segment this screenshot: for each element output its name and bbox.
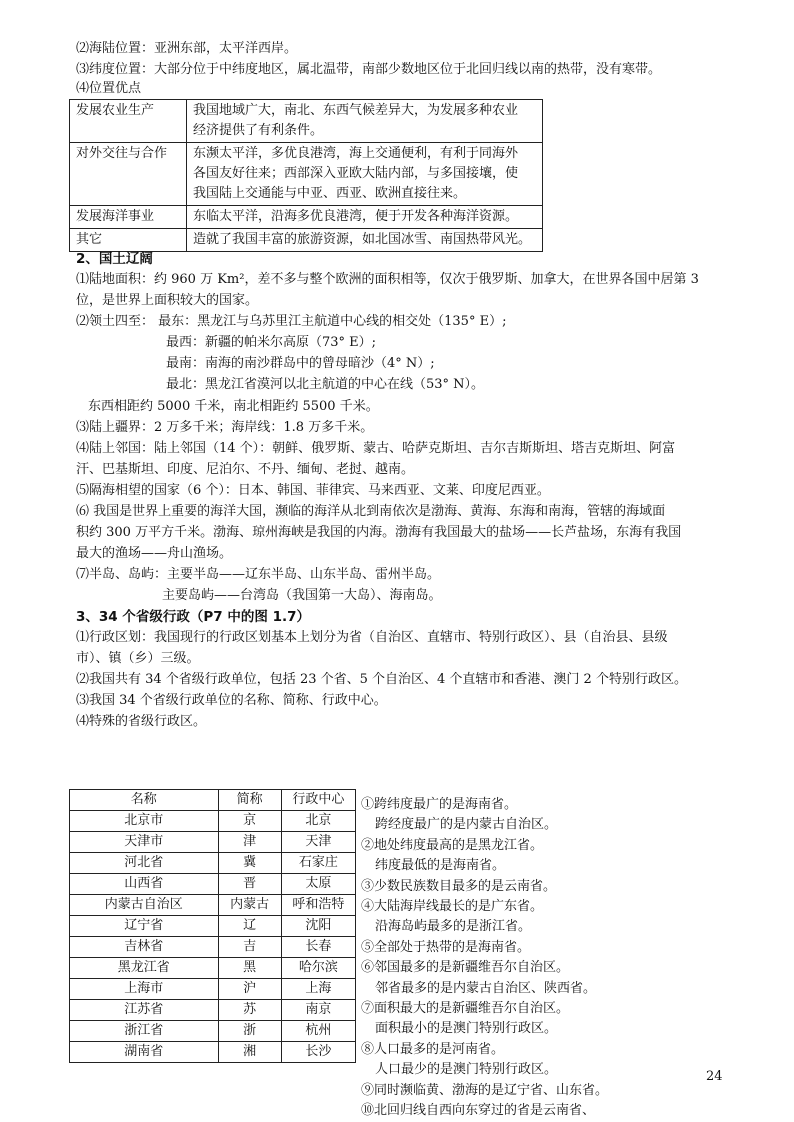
list-item: 跨经度最广的是内蒙古自治区。 bbox=[375, 817, 558, 833]
page-number: 24 bbox=[706, 1069, 723, 1084]
table-cell: 辽 bbox=[218, 916, 281, 937]
table-cell: 北京市 bbox=[70, 811, 219, 832]
table-cell: 黑龙江省 bbox=[70, 958, 219, 979]
table-cell: 哈尔滨 bbox=[281, 958, 355, 979]
column-header: 名称 bbox=[70, 790, 219, 811]
table-cell-key: 发展农业生产 bbox=[70, 100, 187, 143]
table-cell: 沈阳 bbox=[281, 916, 355, 937]
list-item: ⑨同时濒临黄、渤海的是辽宁省、山东省。 bbox=[361, 1082, 609, 1098]
section-heading: 3、34 个省级行政（P7 中的图 1.7） bbox=[76, 609, 310, 625]
table-row bbox=[70, 206, 543, 229]
text-line: ⑶陆上疆界：2 万多千米；海岸线：1.8 万多千米。 bbox=[76, 420, 374, 435]
text-line: ⑶纬度位置：大部分位于中纬度地区，属北温带，南部少数地区位于北回归线以南的热带，没有寒带。 bbox=[76, 62, 662, 77]
table-cell: 上海市 bbox=[70, 979, 219, 1000]
list-item: ⑥邻国最多的是新疆维吾尔自治区。 bbox=[361, 960, 570, 976]
table-cell: 杭州 bbox=[281, 1021, 355, 1042]
table-cell-value bbox=[187, 229, 543, 252]
table-cell: 浙 bbox=[218, 1021, 281, 1042]
table-cell-key: 对外交往与合作 bbox=[70, 143, 187, 206]
table-row bbox=[70, 895, 356, 916]
list-item: ①跨纬度最广的是海南省。 bbox=[361, 797, 518, 812]
cell-line: 我国陆上交通能与中亚、西亚、欧洲直接往来。 bbox=[193, 186, 467, 201]
section-heading: 2、国土辽阔 bbox=[76, 251, 153, 267]
table-cell: 内蒙古自治区 bbox=[70, 895, 219, 916]
text-line: 最南：南海的南沙群岛中的曾母暗沙（4° N）; bbox=[166, 356, 435, 371]
table-cell-value bbox=[187, 206, 543, 229]
table-cell: 天津市 bbox=[70, 832, 219, 853]
table-row bbox=[70, 1000, 356, 1021]
table-cell: 晋 bbox=[218, 874, 281, 895]
table-cell: 山西省 bbox=[70, 874, 219, 895]
cell-line: 造就了我国丰富的旅游资源，如北国冰雪、南国热带风光。 bbox=[193, 232, 532, 247]
table-cell: 呼和浩特 bbox=[281, 895, 355, 916]
table-cell: 石家庄 bbox=[281, 853, 355, 874]
text-line: ⑶我国 34 个省级行政单位的名称、简称、行政中心。 bbox=[76, 693, 387, 708]
text-line: 东西相距约 5000 千米，南北相距约 5500 千米。 bbox=[88, 399, 379, 414]
text-line: ⑹ 我国是世界上重要的海洋大国，濒临的海洋从北到南依次是渤海、黄海、东海和南海，管辖的海域面 bbox=[76, 504, 666, 519]
cell-line: 我国地域广大，南北、东西气候差异大，为发展多种农业 bbox=[193, 103, 519, 118]
table-cell: 苏 bbox=[218, 1000, 281, 1021]
table-header-row bbox=[70, 790, 356, 811]
table-cell-key: 其它 bbox=[70, 229, 187, 252]
table-row bbox=[70, 229, 543, 252]
text-line: 最西：新疆的帕米尔高原（73° E）; bbox=[166, 335, 377, 350]
text-line: ⑴陆地面积：约 960 万 Km²，差不多与整个欧洲的面积相等，仅次于俄罗斯、加拿大，在世界各国中居第 3 bbox=[76, 272, 699, 287]
table-row bbox=[70, 874, 356, 895]
table-row bbox=[70, 1021, 356, 1042]
text-line: ⑺半岛、岛屿：主要半岛——辽东半岛、山东半岛、雷州半岛。 bbox=[76, 567, 441, 582]
text-line: 最北：黑龙江省漠河以北主航道的中心在线（53° N）。 bbox=[166, 377, 485, 392]
table-cell: 沪 bbox=[218, 979, 281, 1000]
table-cell: 河北省 bbox=[70, 853, 219, 874]
list-item: 面积最小的是澳门特别行政区。 bbox=[375, 1021, 558, 1037]
table-cell: 冀 bbox=[218, 853, 281, 874]
text-line: 积约 300 万平方千米。渤海、琼州海峡是我国的内海。渤海有我国最大的盐场——长芦盐场，东海有我国 bbox=[76, 525, 682, 540]
text-line: ⑵我国共有 34 个省级行政单位，包括 23 个省、5 个自治区、4 个直辖市和香港、澳门 2 个特别行政区。 bbox=[76, 672, 687, 687]
table-cell-value bbox=[187, 100, 543, 143]
text-line: 主要岛屿——台湾岛（我国第一大岛）、海南岛。 bbox=[162, 588, 442, 603]
column-header: 简称 bbox=[218, 790, 281, 811]
table-row bbox=[70, 811, 356, 832]
table-cell: 黑 bbox=[218, 958, 281, 979]
text-line: ⑸隔海相望的国家（6 个）：日本、韩国、菲律宾、马来西亚、文莱、印度尼西亚。 bbox=[76, 483, 550, 498]
table-row bbox=[70, 143, 543, 206]
location-advantages-table bbox=[69, 99, 543, 252]
text-line: 位，是世界上面积较大的国家。 bbox=[76, 293, 259, 308]
table-cell: 吉 bbox=[218, 937, 281, 958]
table-cell: 湘 bbox=[218, 1042, 281, 1063]
cell-line: 东临太平洋，沿海多优良港湾，便于开发各种海洋资源。 bbox=[193, 209, 519, 224]
table-cell: 吉林省 bbox=[70, 937, 219, 958]
table-cell: 湖南省 bbox=[70, 1042, 219, 1063]
list-item: ⑧人口最多的是河南省。 bbox=[361, 1041, 505, 1057]
table-row bbox=[70, 832, 356, 853]
list-item: ⑩北回归线自西向东穿过的省是云南省、 bbox=[361, 1103, 596, 1119]
table-cell: 津 bbox=[218, 832, 281, 853]
cell-line: 经济提供了有利条件。 bbox=[193, 123, 324, 138]
list-item: 沿海岛屿最多的是浙江省。 bbox=[375, 919, 532, 935]
text-line: ⑴行政区划：我国现行的行政区划基本上划分为省（自治区、直辖市、特别行政区）、县（自治县、县级 bbox=[76, 630, 668, 645]
list-item: ⑦面积最大的是新疆维吾尔自治区。 bbox=[361, 1001, 570, 1017]
table-cell: 江苏省 bbox=[70, 1000, 219, 1021]
table-cell: 浙江省 bbox=[70, 1021, 219, 1042]
list-item: ④大陆海岸线最长的是广东省。 bbox=[361, 899, 544, 915]
table-cell-value bbox=[187, 143, 543, 206]
table-cell: 长春 bbox=[281, 937, 355, 958]
table-row bbox=[70, 100, 543, 143]
list-item: 邻省最多的是内蒙古自治区、陕西省。 bbox=[375, 980, 597, 996]
table-cell: 太原 bbox=[281, 874, 355, 895]
table-cell: 南京 bbox=[281, 1000, 355, 1021]
list-item: ⑤全部处于热带的是海南省。 bbox=[361, 939, 531, 955]
table-cell: 北京 bbox=[281, 811, 355, 832]
table-row bbox=[70, 937, 356, 958]
province-facts-list bbox=[361, 795, 721, 1122]
table-row bbox=[70, 979, 356, 1000]
table-cell: 辽宁省 bbox=[70, 916, 219, 937]
column-header: 行政中心 bbox=[281, 790, 355, 811]
list-item: ②地处纬度最高的是黑龙江省。 bbox=[361, 837, 544, 853]
table-row bbox=[70, 916, 356, 937]
table-cell: 上海 bbox=[281, 979, 355, 1000]
table-cell: 长沙 bbox=[281, 1042, 355, 1063]
table-row bbox=[70, 853, 356, 874]
list-item: ③少数民族数目最多的是云南省。 bbox=[361, 878, 557, 894]
cell-line: 各国友好往来；西部深入亚欧大陆内部，与多国接壤，使 bbox=[193, 166, 519, 181]
cell-line: 东濒太平洋，多优良港湾，海上交通便利，有利于同海外 bbox=[193, 146, 519, 161]
text-line: ⑵海陆位置：亚洲东部，太平洋西岸。 bbox=[76, 41, 298, 56]
province-table bbox=[69, 789, 356, 1063]
text-line: 最大的渔场——舟山渔场。 bbox=[76, 546, 233, 561]
list-item: 纬度最低的是海南省。 bbox=[375, 858, 506, 874]
text-line: 市）、镇（乡）三级。 bbox=[76, 651, 200, 666]
table-cell-key: 发展海洋事业 bbox=[70, 206, 187, 229]
text-line: ⑷陆上邻国：陆上邻国（14 个）：朝鲜、俄罗斯、蒙古、哈萨克斯坦、吉尔吉斯斯坦、塔吉克斯坦、阿富 bbox=[76, 441, 676, 456]
table-cell: 天津 bbox=[281, 832, 355, 853]
table-cell: 内蒙古 bbox=[218, 895, 281, 916]
text-line: 汗、巴基斯坦、印度、尼泊尔、不丹、缅甸、老挝、越南。 bbox=[76, 462, 415, 477]
table-row bbox=[70, 1042, 356, 1063]
text-line: ⑵领土四至： 最东：黑龙江与乌苏里江主航道中心线的相交处（135° E）; bbox=[76, 314, 507, 329]
text-line: ⑷位置优点 bbox=[76, 81, 142, 96]
list-item: 人口最少的是澳门特别行政区。 bbox=[375, 1062, 558, 1078]
table-cell: 京 bbox=[218, 811, 281, 832]
table-row bbox=[70, 958, 356, 979]
text-line: ⑷特殊的省级行政区。 bbox=[76, 714, 207, 729]
